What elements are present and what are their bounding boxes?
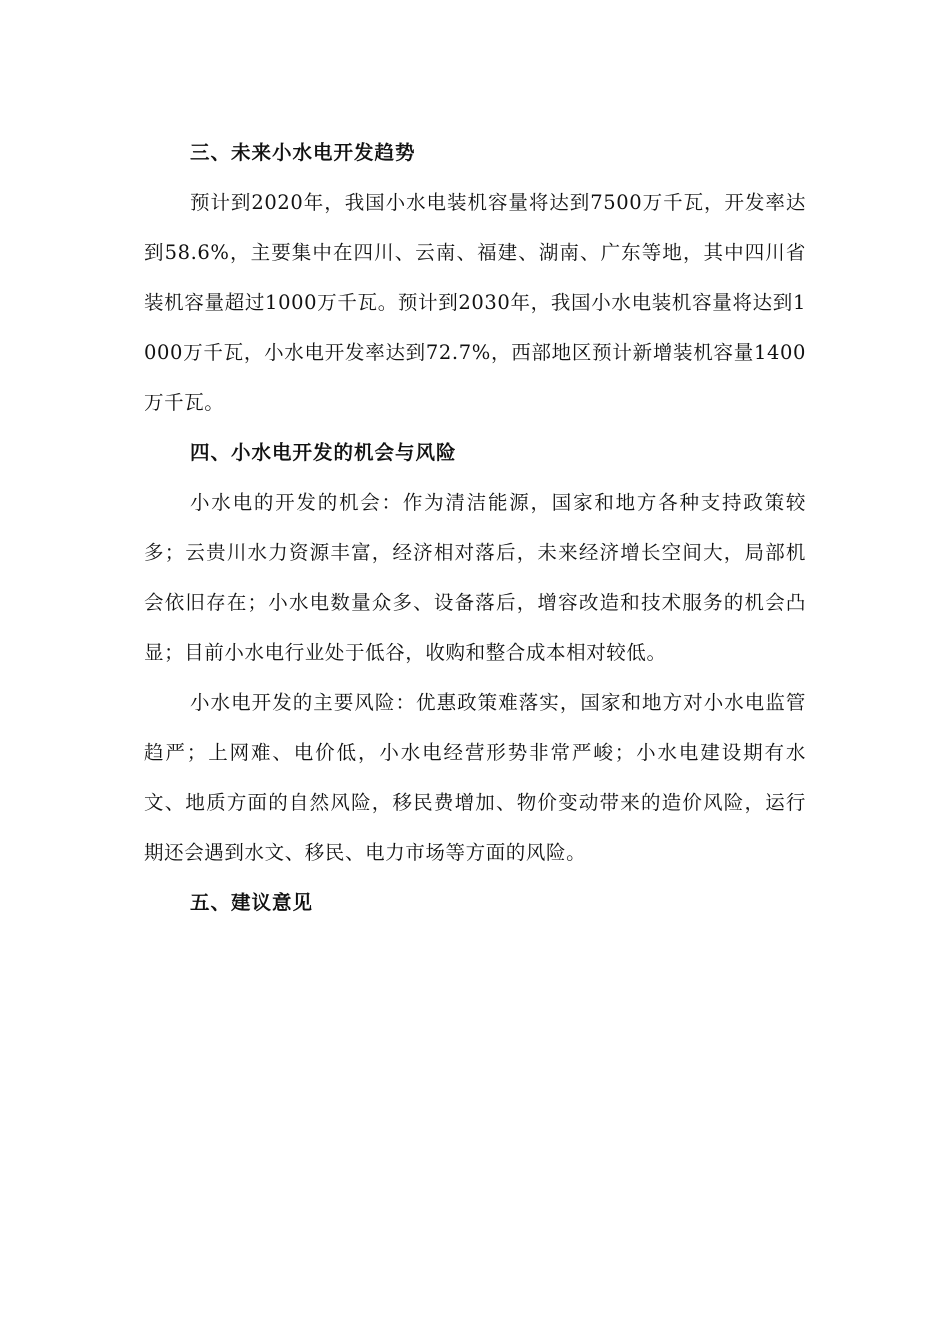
paragraph: 预计到2020年，我国小水电装机容量将达到7500万千瓦，开发率达到58.6%，主要集中在四川、云南、福建、湖南、广东等地，其中四川省装机容量超过1000万千瓦。预计到2030年，我国小水电装机容量将达到1000万千瓦，小水电开发率达到72.7%，西部地区预计新增装机容量1400万千瓦。	[144, 191, 806, 414]
document-body	[144, 128, 806, 928]
paragraph: 小水电开发的主要风险：优惠政策难落实，国家和地方对小水电监管趋严；上网难、电价低，小水电经营形势非常严峻；小水电建设期有水文、地质方面的自然风险，移民费增加、物价变动带来的造价风险，运行期还会遇到水文、移民、电力市场等方面的风险。	[144, 691, 806, 864]
section-heading: 五、建议意见	[190, 891, 314, 914]
paragraph: 小水电的开发的机会：作为清洁能源，国家和地方各种支持政策较多；云贵川水力资源丰富，经济相对落后，未来经济增长空间大，局部机会依旧存在；小水电数量众多、设备落后，增容改造和技术服务的机会凸显；目前小水电行业处于低谷，收购和整合成本相对较低。	[144, 491, 806, 664]
section-heading: 三、未来小水电开发趋势	[190, 141, 416, 164]
section-heading: 四、小水电开发的机会与风险	[190, 441, 457, 464]
